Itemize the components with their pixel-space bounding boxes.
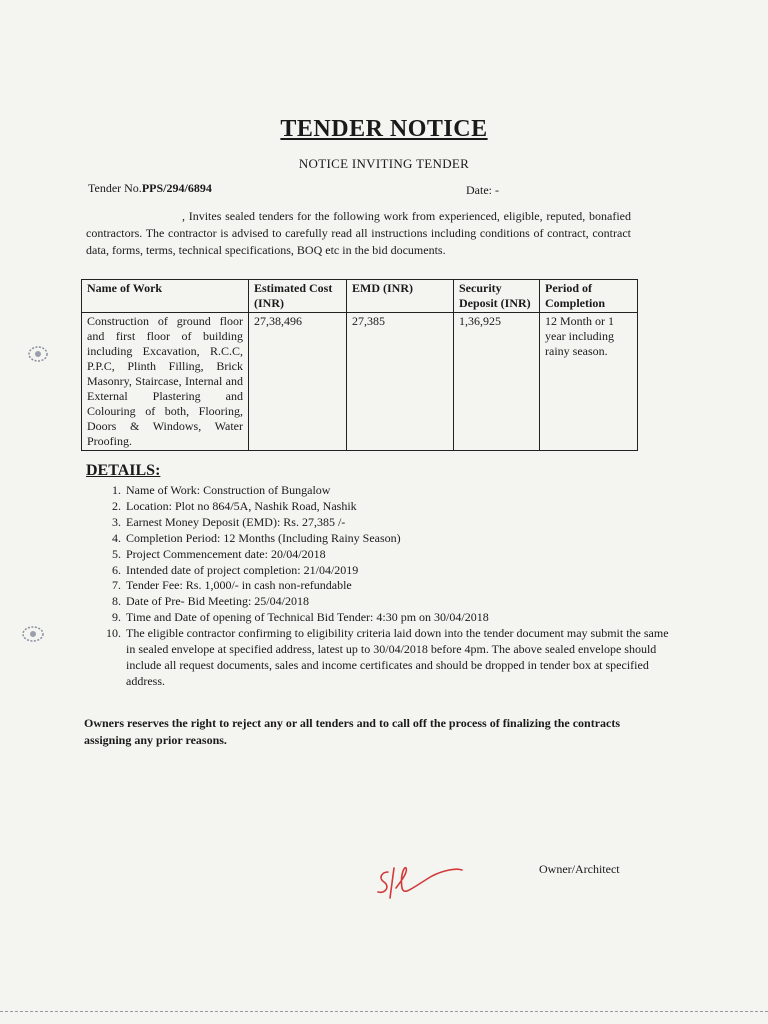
cell-period-of-completion: 12 Month or 1 year including rainy season. (540, 313, 638, 451)
table-row (82, 313, 638, 451)
cell-name-of-work: Construction of ground floor and first floor of building including Excavation, R.C.C, P.P.C, Plinth Filling, Brick Masonry, Staircase, Internal and External Plastering and Colouring of both, Flooring, Doors & Windows, Water Proofing. (82, 313, 249, 451)
header-security-deposit: Security Deposit (INR) (454, 280, 540, 313)
intro-text: , Invites sealed tenders for the following work from experienced, eligible, reputed, bonafied contractors. The contractor is advised to carefully read all instructions including conditions of contract, contract data, forms, terms, technical specifications, BOQ etc in the bid documents. (86, 209, 631, 257)
document-title: TENDER NOTICE (280, 116, 488, 142)
tender-number-label: Tender No. (88, 181, 142, 195)
header-period-of-completion: Period of Completion (540, 280, 638, 313)
hole-punch-mark (27, 344, 49, 364)
list-item: 2. Location: Plot no 864/5A, Nashik Road, Nashik (124, 499, 672, 515)
hole-punch-mark (20, 624, 46, 644)
list-item: 10. The eligible contractor confirming to eligibility criteria laid down into the tender document may submit the same in sealed envelope at specified address, latest up to 30/04/2018 before 4pm. The above sealed envelope should include all request documents, sales and income certificates and should be dropped in tender box at specified address. (124, 626, 672, 690)
works-table (81, 279, 638, 451)
date-label: Date: - (466, 183, 499, 197)
cell-security-deposit: 1,36,925 (454, 313, 540, 451)
intro-paragraph (86, 208, 631, 259)
owner-architect-label: Owner/Architect (539, 862, 620, 876)
list-item: 8. Date of Pre- Bid Meeting: 25/04/2018 (124, 594, 672, 610)
details-heading: DETAILS: (86, 462, 161, 479)
cell-estimated-cost: 27,38,496 (249, 313, 347, 451)
list-item: 9. Time and Date of opening of Technical Bid Tender: 4:30 pm on 30/04/2018 (124, 610, 672, 626)
list-item: 7. Tender Fee: Rs. 1,000/- in cash non-refundable (124, 578, 672, 594)
list-item: 1. Name of Work: Construction of Bungalow (124, 483, 672, 499)
cell-emd: 27,385 (347, 313, 454, 451)
list-item: 5. Project Commencement date: 20/04/2018 (124, 547, 672, 563)
document-subtitle: NOTICE INVITING TENDER (298, 156, 470, 171)
details-list (86, 483, 672, 690)
header-emd: EMD (INR) (347, 280, 454, 313)
header-estimated-cost: Estimated Cost (INR) (249, 280, 347, 313)
closing-statement: Owners reserves the right to reject any or all tenders and to call off the process of finalizing the contracts assigning any prior reasons. (84, 716, 621, 747)
header-name-of-work: Name of Work (82, 280, 249, 313)
list-item: 4. Completion Period: 12 Months (Including Rainy Season) (124, 531, 672, 547)
tender-number (88, 181, 212, 196)
list-item: 3. Earnest Money Deposit (EMD): Rs. 27,385 /- (124, 515, 672, 531)
table-header-row (82, 280, 638, 313)
signature-mark (372, 858, 472, 908)
list-item: 6. Intended date of project completion: 21/04/2019 (124, 563, 672, 579)
tender-number-value: PPS/294/6894 (141, 181, 212, 195)
page-bottom-divider (0, 1011, 768, 1012)
